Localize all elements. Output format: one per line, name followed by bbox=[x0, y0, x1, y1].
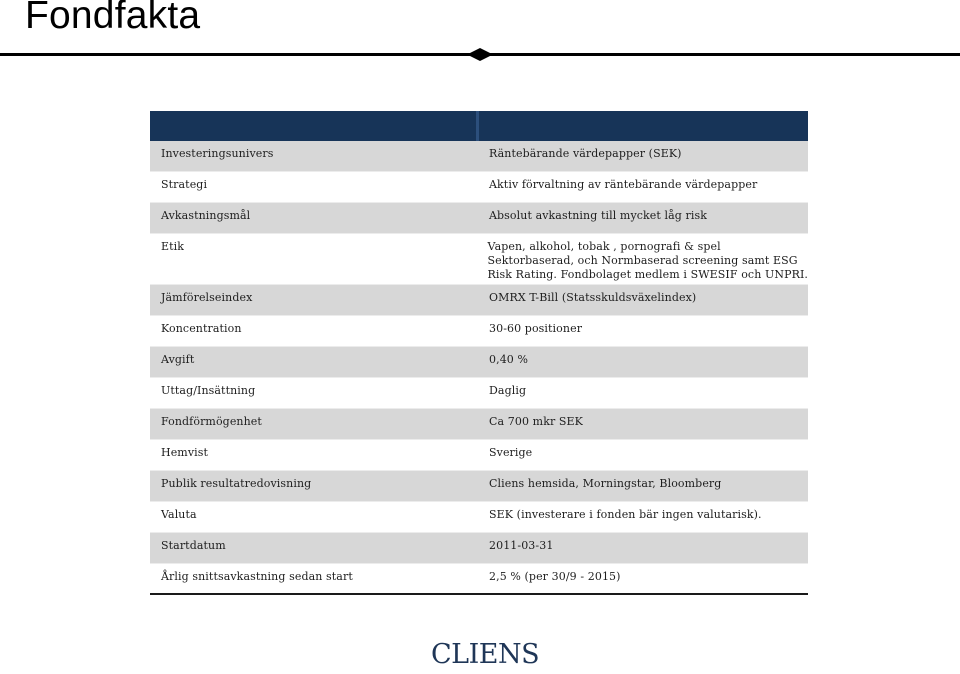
row-label: Publik resultatredovisning bbox=[161, 477, 312, 490]
cliens-logo bbox=[431, 639, 540, 673]
row-value-line: 30-60 positioner bbox=[489, 322, 583, 335]
table-row bbox=[150, 439, 808, 470]
row-value-line: Sverige bbox=[489, 446, 533, 459]
table-row bbox=[150, 284, 808, 315]
row-value-line: Risk Rating. Fondbolaget medlem i SWESIF och UNPRI. bbox=[487, 268, 808, 281]
row-label: Investeringsunivers bbox=[161, 147, 274, 160]
row-value-line: Daglig bbox=[489, 384, 527, 397]
row-value bbox=[479, 533, 808, 563]
row-label: Jämförelseindex bbox=[161, 291, 253, 304]
table-row bbox=[150, 563, 808, 593]
row-value bbox=[479, 203, 808, 233]
row-value bbox=[479, 316, 808, 346]
row-label: Hemvist bbox=[161, 446, 209, 459]
row-value bbox=[479, 285, 808, 315]
table-row bbox=[150, 532, 808, 563]
fund-facts-table bbox=[150, 111, 808, 595]
row-value-line: Vapen, alkohol, tobak , pornografi & spel bbox=[487, 240, 721, 253]
table-row bbox=[150, 346, 808, 377]
logo-wordmark: CLIENS bbox=[431, 639, 540, 670]
row-value bbox=[479, 378, 808, 408]
row-label: Fondförmögenhet bbox=[161, 415, 262, 428]
row-label: Koncentration bbox=[161, 322, 242, 335]
row-value-line: 2011-03-31 bbox=[489, 539, 554, 552]
table-row bbox=[150, 171, 808, 202]
row-value bbox=[479, 141, 808, 171]
table-row bbox=[150, 141, 808, 171]
row-value bbox=[479, 440, 808, 470]
row-value bbox=[479, 172, 808, 202]
row-value-line: Sektorbaserad, och Normbaserad screening samt ESG bbox=[487, 254, 798, 267]
row-label: Valuta bbox=[161, 508, 197, 521]
row-value-line: 2,5 % (per 30/9 - 2015) bbox=[489, 570, 621, 583]
diamond-ornament-icon bbox=[467, 48, 493, 61]
row-value-line: Ca 700 mkr SEK bbox=[489, 415, 583, 428]
page-title: Fondfakta bbox=[25, 0, 201, 37]
row-value bbox=[479, 471, 808, 501]
table-row bbox=[150, 408, 808, 439]
table-row bbox=[150, 233, 808, 284]
row-value bbox=[479, 502, 808, 532]
header-divider bbox=[476, 111, 479, 141]
table-row bbox=[150, 470, 808, 501]
table-row bbox=[150, 315, 808, 346]
table-header bbox=[150, 111, 808, 141]
row-label: Årlig snittsavkastning sedan start bbox=[161, 570, 353, 583]
row-value-line: 0,40 % bbox=[489, 353, 529, 366]
row-label: Uttag/Insättning bbox=[161, 384, 256, 397]
row-label: Avgift bbox=[161, 353, 195, 366]
row-value bbox=[478, 234, 808, 284]
row-label: Etik bbox=[161, 240, 185, 253]
row-label: Startdatum bbox=[161, 539, 226, 552]
table-row bbox=[150, 202, 808, 233]
row-value-line: OMRX T-Bill (Statsskuldsväxelindex) bbox=[489, 291, 697, 304]
row-value bbox=[479, 409, 808, 439]
row-value-line: SEK (investerare i fonden bär ingen valutarisk). bbox=[489, 508, 762, 521]
row-value-line: Räntebärande värdepapper (SEK) bbox=[489, 147, 682, 160]
row-value-line: Aktiv förvaltning av räntebärande värdepapper bbox=[489, 178, 758, 191]
row-value bbox=[479, 347, 808, 377]
row-label: Strategi bbox=[161, 178, 208, 191]
row-value bbox=[479, 564, 808, 593]
row-value-line: Cliens hemsida, Morningstar, Bloomberg bbox=[489, 477, 722, 490]
row-value-line: Absolut avkastning till mycket låg risk bbox=[489, 209, 708, 222]
table-row bbox=[150, 377, 808, 408]
table-row bbox=[150, 501, 808, 532]
row-label: Avkastningsmål bbox=[161, 209, 251, 222]
